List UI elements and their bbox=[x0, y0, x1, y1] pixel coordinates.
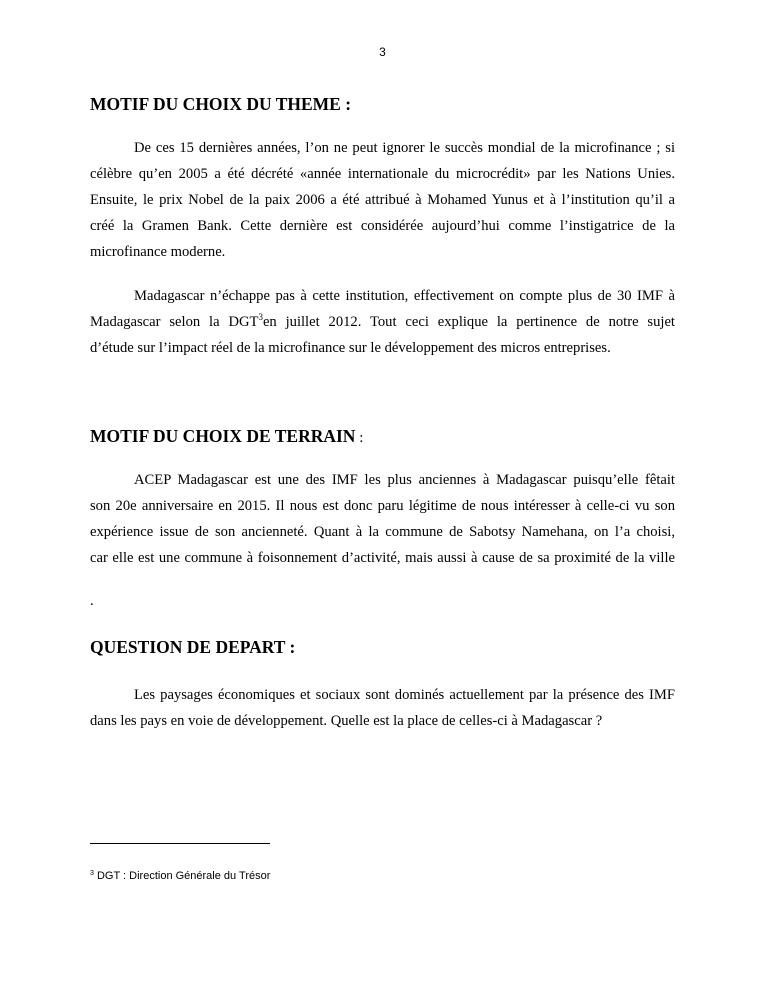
text-line: ACEP Madagascar est une des IMF les plus anciennes à Madagascar puisqu’elle fêtait bbox=[134, 472, 675, 488]
text-line-with-footnote bbox=[90, 309, 675, 335]
text-line: Ensuite, le prix Nobel de la paix 2006 a été attribué à Mohamed Yunus et à l’institution qu’il a bbox=[90, 192, 675, 208]
section-title-terrain bbox=[90, 425, 363, 449]
section-title-theme: MOTIF DU CHOIX DU THEME : bbox=[90, 94, 352, 114]
text-line: car elle est une commune à foisonnement d’activité, mais aussi à cause de sa proximité de la ville bbox=[90, 550, 675, 566]
text-line: dans les pays en voie de développement. Quelle est la place de celles-ci à Madagascar ? bbox=[90, 713, 603, 729]
section-title-question: QUESTION DE DEPART : bbox=[90, 637, 296, 657]
footnote-number: 3 bbox=[90, 870, 94, 877]
paragraph-theme-1 bbox=[90, 135, 675, 265]
text-line: De ces 15 dernières années, l’on ne peut ignorer le succès mondial de la microfinance ; si bbox=[134, 140, 675, 156]
paragraph-theme-2 bbox=[90, 283, 675, 361]
footnote bbox=[90, 869, 270, 883]
text-line: son 20e anniversaire en 2015. Il nous est donc paru légitime de nous intéresser à celle-ci vu son bbox=[90, 498, 675, 514]
text-segment: en juillet 2012. Tout ceci explique la pertinence de notre sujet bbox=[262, 314, 675, 330]
text-line: Madagascar n’échappe pas à cette institution, effectivement on compte plus de 30 IMF à bbox=[134, 288, 675, 304]
text-line: d’étude sur l’impact réel de la microfinance sur le développement des micros entreprises. bbox=[90, 340, 611, 356]
text-segment: Madagascar selon la DGT bbox=[90, 314, 259, 330]
text-line: célèbre qu’en 2005 a été décrété «année internationale du microcrédit» par les Nations Unies. bbox=[90, 166, 675, 182]
section-title-terrain-suffix: : bbox=[355, 430, 364, 446]
text-line: expérience issue de son ancienneté. Quant à la commune de Sabotsy Namehana, on l’a choisi, bbox=[90, 524, 675, 540]
footnote-text: DGT : Direction Générale du Trésor bbox=[93, 870, 271, 882]
paragraph-terrain bbox=[90, 467, 675, 571]
text-line: créé la Gramen Bank. Cette dernière est considérée aujourd’hui comme l’instigatrice de la bbox=[90, 218, 675, 234]
footnote-separator bbox=[90, 843, 270, 844]
text-line: Les paysages économiques et sociaux sont dominés actuellement par la présence des IMF bbox=[134, 687, 675, 703]
text-line: microfinance moderne. bbox=[90, 244, 226, 260]
trailing-period: . bbox=[90, 593, 94, 609]
paragraph-question bbox=[90, 682, 675, 734]
section-title-terrain-text: MOTIF DU CHOIX DE TERRAIN bbox=[90, 426, 356, 446]
footnote-reference: 3 bbox=[258, 312, 263, 322]
page-number: 3 bbox=[379, 45, 386, 59]
